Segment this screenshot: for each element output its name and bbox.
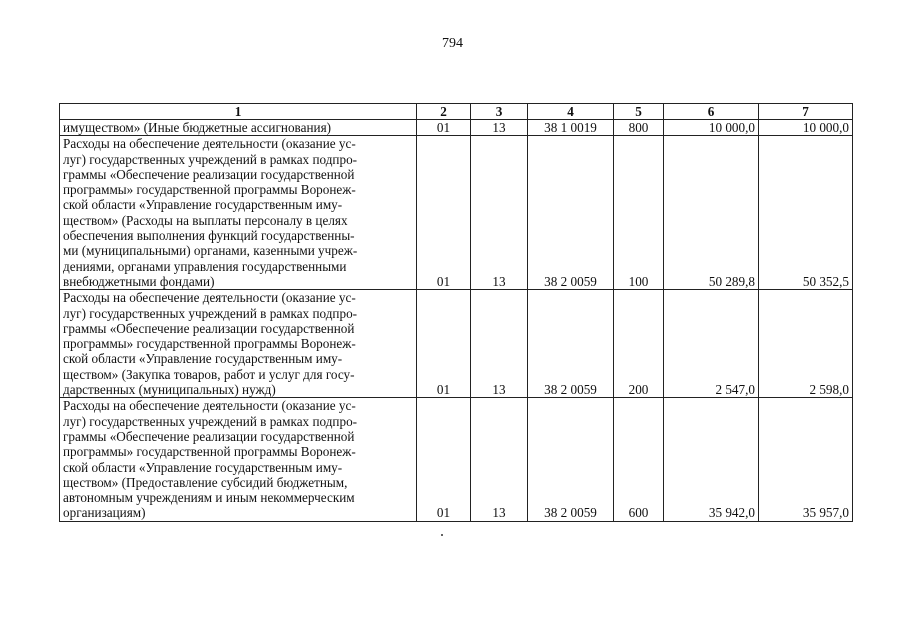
description-line: луг) государственных учреждений в рамках подпро- — [63, 413, 358, 429]
description-line: дениями, органами управления государственными — [63, 258, 347, 274]
column-header-6: 6 — [664, 104, 759, 120]
cell-target-article: 38 2 0059 — [528, 290, 614, 398]
description-line: автономным учреждениям и иным некоммерческим — [63, 490, 355, 506]
description-line: Расходы на обеспечение деятельности (оказание ус- — [63, 398, 356, 414]
cell-subsection: 13 — [471, 398, 528, 521]
description-line: внебюджетными фондами) — [63, 273, 215, 289]
cell-amount-col7: 50 352,5 — [759, 136, 853, 290]
description-line: обеспечения выполнения функций государственны- — [63, 228, 355, 244]
column-header-4: 4 — [528, 104, 614, 120]
description-line: ской области «Управление государственным иму- — [63, 459, 343, 475]
description-line: имуществом» (Иные бюджетные ассигнования) — [63, 120, 332, 135]
cell-amount-col7: 10 000,0 — [759, 120, 853, 136]
description-line: ществом» (Предоставление субсидий бюджетным, — [63, 474, 348, 490]
table-row — [60, 120, 853, 136]
description-line: граммы «Обеспечение реализации государственной — [63, 166, 355, 182]
cell-subsection: 13 — [471, 120, 528, 136]
description-line: Расходы на обеспечение деятельности (оказание ус- — [63, 290, 356, 306]
cell-expense-type: 200 — [614, 290, 664, 398]
description-line: луг) государственных учреждений в рамках подпро- — [63, 305, 358, 321]
column-header-2: 2 — [417, 104, 471, 120]
description-line: ществом» (Закупка товаров, работ и услуг для госу- — [63, 366, 355, 382]
description-line: ми (муниципальными) органами, казенными учреж- — [63, 243, 358, 259]
cell-target-article: 38 2 0059 — [528, 398, 614, 521]
row-description — [60, 136, 417, 290]
table-row — [60, 136, 853, 290]
cell-section: 01 — [417, 120, 471, 136]
description-line: луг) государственных учреждений в рамках подпро- — [63, 151, 358, 167]
cell-amount-col7: 2 598,0 — [759, 290, 853, 398]
column-header-3: 3 — [471, 104, 528, 120]
column-header-5: 5 — [614, 104, 664, 120]
cell-amount-col7: 35 957,0 — [759, 398, 853, 521]
cell-section: 01 — [417, 136, 471, 290]
cell-target-article: 38 2 0059 — [528, 136, 614, 290]
description-line: граммы «Обеспечение реализации государственной — [63, 428, 355, 444]
description-line: дарственных (муниципальных) нужд) — [63, 382, 276, 398]
header-row — [60, 104, 853, 120]
column-header-1: 1 — [60, 104, 417, 120]
table-row — [60, 398, 853, 521]
cell-expense-type: 800 — [614, 120, 664, 136]
cell-target-article: 38 1 0019 — [528, 120, 614, 136]
scan-speck — [441, 534, 443, 536]
description-line: ской области «Управление государственным иму- — [63, 351, 343, 367]
cell-amount-col6: 50 289,8 — [664, 136, 759, 290]
row-description — [60, 120, 417, 136]
description-line: ществом» (Расходы на выплаты персоналу в целях — [63, 212, 348, 228]
description-line: ской области «Управление государственным иму- — [63, 197, 343, 213]
description-line: программы» государственной программы Воронеж- — [63, 336, 356, 352]
row-description — [60, 398, 417, 521]
cell-subsection: 13 — [471, 290, 528, 398]
cell-expense-type: 100 — [614, 136, 664, 290]
description-line: организациям) — [63, 505, 146, 521]
description-line: Расходы на обеспечение деятельности (оказание ус- — [63, 136, 356, 152]
cell-amount-col6: 35 942,0 — [664, 398, 759, 521]
description-line: программы» государственной программы Воронеж- — [63, 182, 356, 198]
cell-subsection: 13 — [471, 136, 528, 290]
column-header-7: 7 — [759, 104, 853, 120]
cell-section: 01 — [417, 398, 471, 521]
cell-expense-type: 600 — [614, 398, 664, 521]
cell-amount-col6: 2 547,0 — [664, 290, 759, 398]
table-row — [60, 290, 853, 398]
page-number: 794 — [442, 36, 463, 51]
cell-amount-col6: 10 000,0 — [664, 120, 759, 136]
cell-section: 01 — [417, 290, 471, 398]
budget-table — [59, 103, 853, 522]
description-line: граммы «Обеспечение реализации государственной — [63, 320, 355, 336]
description-line: программы» государственной программы Воронеж- — [63, 444, 356, 460]
row-description — [60, 290, 417, 398]
